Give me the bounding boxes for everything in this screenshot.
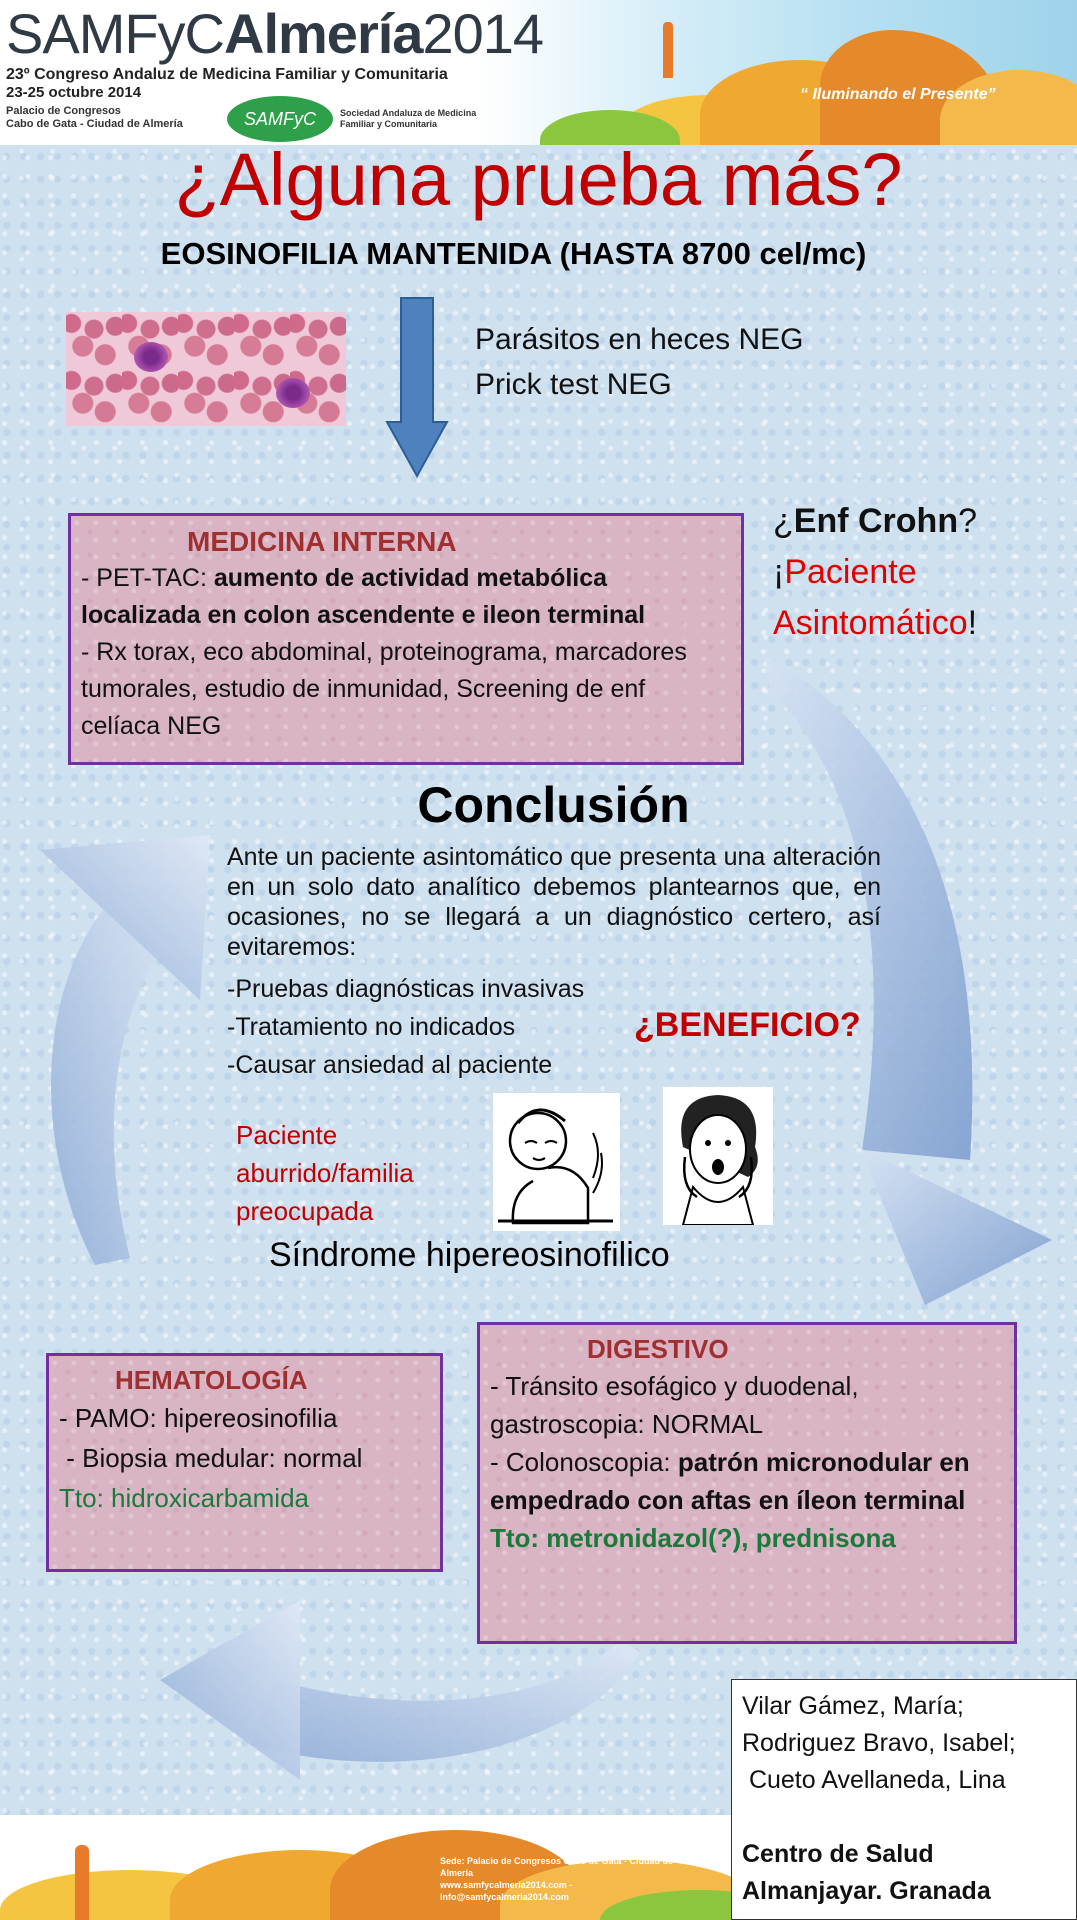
colonoscopia-line: - Colonoscopia: patrón micronodular en empedrado con aftas en íleon terminal [490, 1447, 970, 1515]
pet-tac-line: - PET-TAC: aumento de actividad metabólica localizada en colon ascendente e ileon terminal [81, 564, 646, 629]
brand-title: SAMFyCAlmería2014 [6, 2, 544, 65]
digestivo-title: DIGESTIVO [587, 1334, 729, 1364]
conclusion-bullet: -Tratamiento no indicados [227, 1013, 516, 1041]
author: Rodriguez Bravo, Isabel; [742, 1729, 1016, 1757]
author: Vilar Gámez, María; [742, 1692, 964, 1720]
authors-box [731, 1679, 1077, 1920]
tower-icon [75, 1845, 89, 1920]
hematologia-title: HEMATOLOGÍA [115, 1365, 308, 1395]
venue-line-2: Cabo de Gata - Ciudad de Almería [6, 118, 183, 130]
bored-patient-illustration [493, 1093, 620, 1231]
paciente-aburrido-label: Paciente aburrido/familia preocupada [236, 1120, 414, 1226]
digestivo-treatment: Tto: metronidazol(?), prednisona [490, 1523, 896, 1553]
medicina-interna-box [68, 513, 744, 765]
footer-contact: Sede: Palacio de Congresos Cabo de Gata - Ciudad de Almería www.samfycalmeria2014.com - info@samfycalmeria2014.com [440, 1856, 674, 1902]
congress-name: 23º Congreso Andaluz de Medicina Familiar y Comunitaria [6, 66, 448, 83]
medicina-interna-title: MEDICINA INTERNA [187, 526, 457, 557]
biopsia-line: - Biopsia medular: normal [59, 1443, 363, 1473]
pamo-line: - PAMO: hipereosinofilia [59, 1403, 338, 1433]
cycle-arrow-bottom [250, 1640, 640, 1762]
rx-line: - Rx torax, eco abdominal, proteinograma, marcadores tumorales, estudio de inmunidad, Screening de enf celíaca NEG [81, 638, 687, 740]
hematologia-box [46, 1353, 443, 1572]
conclusion-bullet: -Causar ansiedad al paciente [227, 1051, 553, 1079]
conclusion-title: Conclusión [417, 777, 690, 833]
health-center: Centro de Salud Almanjayar. Granada [742, 1840, 991, 1905]
worried-family-illustration [663, 1087, 773, 1225]
society-line-1: Sociedad Andaluza de Medicina [340, 108, 477, 118]
society-line-2: Familiar y Comunitaria [340, 119, 438, 129]
sindrome-label: Síndrome hipereosinofilico [269, 1236, 670, 1274]
crohn-question: ¿Enf Crohn? ¡Paciente Asintomático! [773, 502, 978, 642]
venue-line-1: Palacio de Congresos [6, 105, 121, 117]
congress-dates: 23-25 octubre 2014 [6, 84, 142, 101]
digestivo-box [477, 1322, 1017, 1644]
cycle-arrowhead-right [860, 1148, 1052, 1305]
conclusion-bullet: -Pruebas diagnósticas invasivas [227, 975, 585, 1003]
samfyc-logo: SAMFyC [227, 96, 333, 142]
cycle-arrowhead-bottom [160, 1600, 300, 1780]
slogan: “ Iluminando el Presente” [800, 86, 996, 103]
subtitle: EOSINOFILIA MANTENIDA (HASTA 8700 cel/mc) [160, 236, 867, 271]
beneficio-label: ¿BENEFICIO? [634, 1006, 861, 1044]
hematologia-treatment: Tto: hidroxicarbamida [59, 1483, 309, 1513]
parasitos-result: Parásitos en heces NEG [475, 323, 804, 356]
conclusion-text: Ante un paciente asintomático que presenta una alteración en un solo dato analítico debemos plantearnos que, en ocasiones, no se llegará a un diagnóstico certero, así evitaremos: [227, 843, 881, 961]
page-title: ¿Alguna prueba más? [174, 138, 903, 221]
author: Cueto Avellaneda, Lina [742, 1766, 1006, 1794]
prick-result: Prick test NEG [475, 368, 672, 401]
transito-line: - Tránsito esofágico y duodenal, gastroscopia: NORMAL [490, 1371, 859, 1439]
